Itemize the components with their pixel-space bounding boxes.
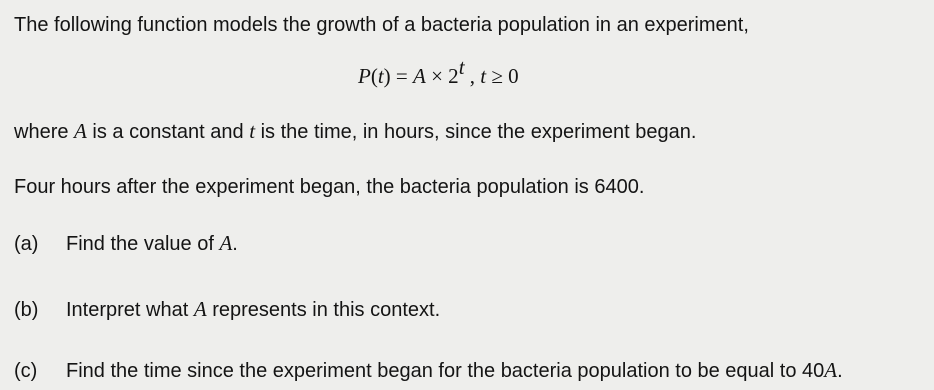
where-mid: is a constant and <box>86 121 250 143</box>
part-b-post: represents in this context. <box>206 299 441 321</box>
part-a <box>14 231 238 256</box>
part-c-variable: A <box>824 358 838 382</box>
formula-paren-open: ( <box>370 64 378 88</box>
formula-variable-t: t <box>377 64 384 88</box>
condition-sentence: Four hours after the experiment began, the bacteria population is 6400. <box>14 176 645 198</box>
formula-condition: ≥ 0 <box>486 64 519 88</box>
part-c <box>14 358 843 383</box>
part-b-label: (b) <box>14 299 39 321</box>
formula-function-name: P <box>358 64 371 88</box>
part-a-post: . <box>232 233 238 255</box>
intro-sentence: The following function models the growth of a bacteria population in an experiment, <box>14 14 749 36</box>
part-c-pre: Find the time since the experiment began for the bacteria population to be equal to 40 <box>66 360 825 382</box>
where-variable-a: A <box>74 119 87 143</box>
part-c-label: (c) <box>14 360 38 382</box>
growth-formula <box>358 55 519 88</box>
part-b-pre: Interpret what <box>66 299 194 321</box>
formula-times-base: × 2 <box>425 64 459 88</box>
where-pre: where <box>14 121 75 143</box>
part-a-pre: Find the value of <box>66 233 220 255</box>
intro-text <box>14 13 749 37</box>
where-post: is the time, in hours, since the experiment began. <box>255 121 697 143</box>
formula-exponent: t <box>458 55 465 79</box>
part-b <box>14 297 440 322</box>
part-a-variable: A <box>219 231 233 255</box>
part-a-label: (a) <box>14 233 39 255</box>
condition-text <box>14 175 644 199</box>
formula-condition-variable: t <box>480 64 487 88</box>
formula-paren-close: ) <box>383 64 391 88</box>
formula-comma: , <box>464 64 481 88</box>
formula-equals: = <box>390 64 414 88</box>
formula-constant-a: A <box>413 64 426 88</box>
where-text <box>14 119 696 144</box>
part-b-variable: A <box>193 297 207 321</box>
part-c-post: . <box>837 360 843 382</box>
where-variable-t: t <box>249 119 256 143</box>
